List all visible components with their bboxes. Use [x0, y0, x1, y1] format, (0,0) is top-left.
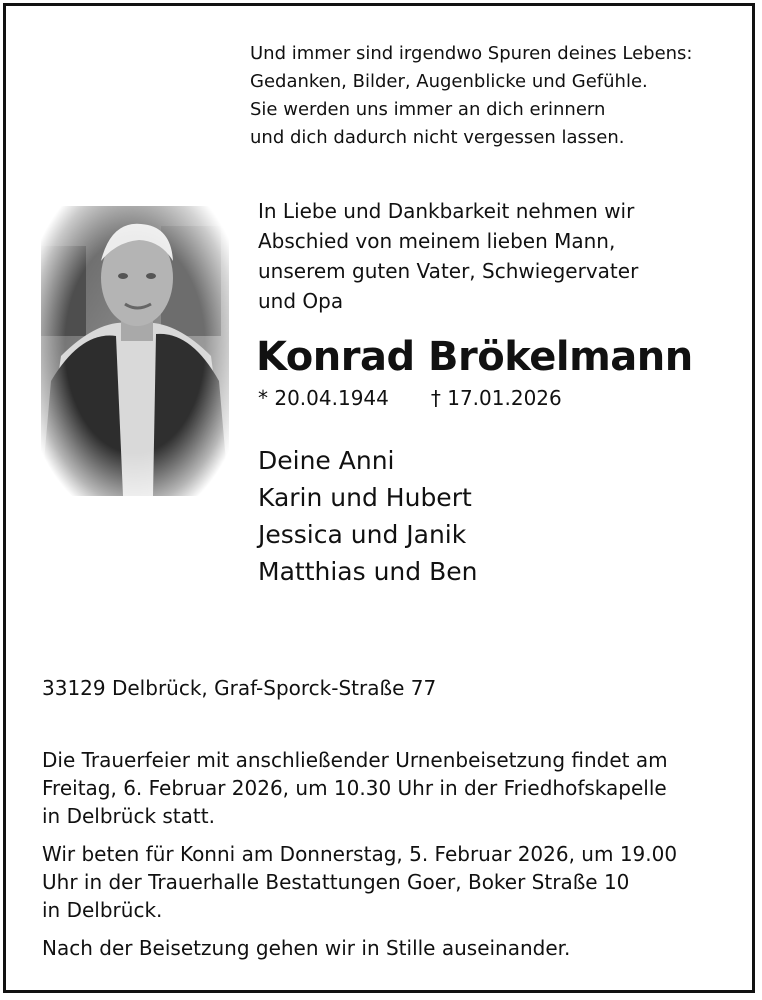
intro-line: unserem guten Vater, Schwiegervater — [258, 259, 639, 283]
portrait-photo — [41, 206, 229, 496]
mourners-list — [258, 442, 477, 590]
funeral-line: in Delbrück statt. — [42, 804, 215, 828]
death-date: † 17.01.2026 — [430, 386, 562, 410]
verse-line: Sie werden uns immer an dich erinnern — [250, 99, 606, 120]
prayer-line: in Delbrück. — [42, 898, 163, 922]
memorial-verse — [250, 40, 750, 152]
intro-line: Abschied von meinem lieben Mann, — [258, 229, 616, 253]
prayer-line: Uhr in der Trauerhalle Bestattungen Goer, Boker Straße 10 — [42, 870, 630, 894]
family-address: 33129 Delbrück, Graf-Sporck-Straße 77 — [42, 676, 437, 700]
funeral-line: Freitag, 6. Februar 2026, um 10.30 Uhr in der Friedhofskapelle — [42, 776, 667, 800]
verse-line: Und immer sind irgendwo Spuren deines Lebens: — [250, 43, 693, 64]
farewell-intro — [258, 196, 738, 316]
life-dates — [258, 384, 562, 412]
deceased-name: Konrad Brökelmann — [256, 334, 693, 380]
portrait-image — [41, 206, 229, 496]
intro-line: und Opa — [258, 289, 344, 313]
funeral-line: Die Trauerfeier mit anschließender Urnenbeisetzung findet am — [42, 748, 668, 772]
mourner: Jessica und Janik — [258, 520, 467, 549]
mourner: Karin und Hubert — [258, 483, 472, 512]
verse-line: und dich dadurch nicht vergessen lassen. — [250, 127, 625, 148]
mourner: Deine Anni — [258, 446, 395, 475]
mourner: Matthias und Ben — [258, 557, 478, 586]
intro-line: In Liebe und Dankbarkeit nehmen wir — [258, 199, 635, 223]
funeral-details — [42, 746, 720, 962]
birth-date: * 20.04.1944 — [258, 386, 389, 410]
prayer-line: Wir beten für Konni am Donnerstag, 5. Februar 2026, um 19.00 — [42, 842, 678, 866]
closing-line: Nach der Beisetzung gehen wir in Stille auseinander. — [42, 936, 571, 960]
verse-line: Gedanken, Bilder, Augenblicke und Gefühle. — [250, 71, 648, 92]
